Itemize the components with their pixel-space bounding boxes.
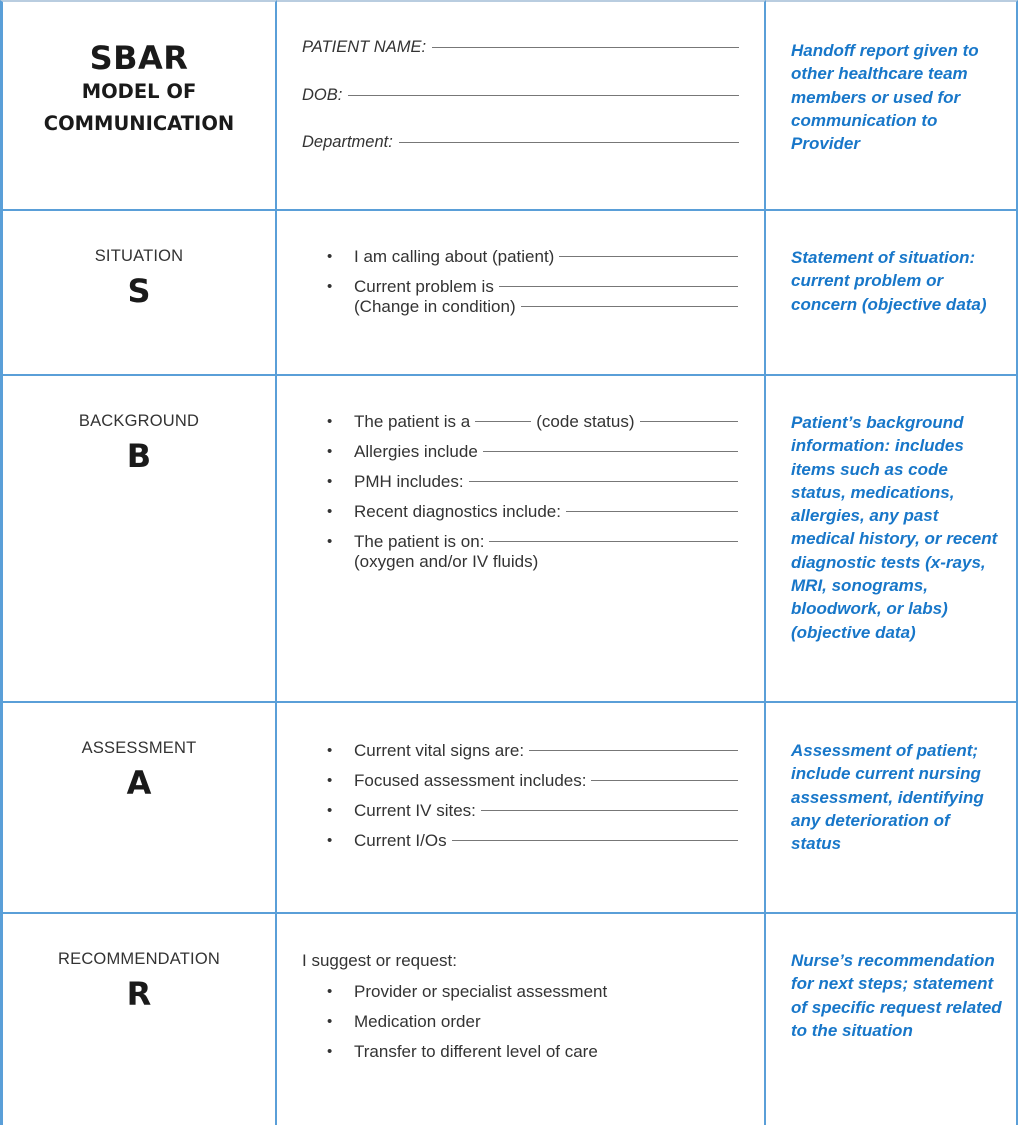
- fill-blank[interactable]: [591, 780, 738, 781]
- fill-blank[interactable]: [559, 256, 738, 257]
- item-text: • Current vital signs are:: [354, 741, 525, 760]
- assessment-content-cell: [277, 703, 766, 914]
- situation-content-cell: [277, 211, 766, 376]
- list-item: [327, 766, 738, 796]
- assessment-label-cell: [0, 703, 277, 914]
- recommendation-description: Nurse’s recommendation for next steps; statement of specific request related to the situation: [791, 951, 1002, 1040]
- item-text: • The patient is a: [354, 412, 471, 431]
- item-text: • I am calling about (patient): [354, 247, 555, 266]
- item-text: • Recent diagnostics include:: [354, 502, 561, 521]
- fill-blank[interactable]: [483, 451, 738, 452]
- list-item: [327, 467, 738, 497]
- assessment-label: ASSESSMENT: [81, 739, 197, 757]
- item-text: • PMH includes:: [354, 472, 464, 491]
- form-subtitle-line1: MODEL OF: [81, 80, 197, 103]
- item-text: Provider or specialist assessment: [354, 982, 608, 1001]
- list-item: [327, 826, 738, 856]
- situation-description: Statement of situation: current problem or concern (objective data): [791, 248, 987, 314]
- item-text: • Current IV sites:: [354, 801, 476, 820]
- background-list: [327, 407, 738, 573]
- assessment-description-cell: [766, 703, 1018, 914]
- list-item: [327, 497, 738, 527]
- item-text: • Allergies include: [354, 442, 478, 461]
- item-text: Medication order: [354, 1012, 481, 1031]
- fill-blank[interactable]: [489, 541, 738, 542]
- department-blank[interactable]: [399, 142, 739, 143]
- background-description-cell: [766, 376, 1018, 703]
- department-field[interactable]: [302, 133, 739, 152]
- assessment-letter: A: [126, 764, 152, 802]
- recommendation-description-cell: [766, 914, 1018, 1125]
- fill-blank[interactable]: [481, 810, 738, 811]
- list-item: [327, 272, 738, 318]
- department-label: Department:: [302, 133, 393, 151]
- fill-blank[interactable]: [452, 840, 738, 841]
- situation-letter: S: [127, 272, 151, 310]
- item-text: • Focused assessment includes:: [354, 771, 587, 790]
- list-item: [327, 977, 738, 1007]
- fill-blank[interactable]: [640, 421, 738, 422]
- recommendation-intro: I suggest or request:: [302, 951, 457, 970]
- assessment-description: Assessment of patient; include current nursing assessment, identifying any deterioration of status: [791, 741, 984, 854]
- list-item: [327, 242, 738, 272]
- patient-name-blank[interactable]: [432, 47, 739, 48]
- list-item: [327, 527, 738, 573]
- item-text: • Current I/Os: [354, 831, 447, 850]
- situation-label: SITUATION: [94, 247, 184, 265]
- background-content-cell: [277, 376, 766, 703]
- assessment-list: [327, 736, 738, 856]
- background-label: BACKGROUND: [78, 412, 200, 430]
- dob-label: DOB:: [302, 86, 343, 104]
- item-text: (code status): [536, 412, 635, 431]
- fill-blank[interactable]: [469, 481, 738, 482]
- background-letter: B: [126, 437, 152, 475]
- title-cell: [0, 0, 277, 211]
- recommendation-list: [327, 977, 738, 1067]
- item-text: Transfer to different level of care: [354, 1042, 598, 1061]
- list-item: [327, 1037, 738, 1067]
- patient-info-cell: [277, 0, 766, 211]
- fill-blank[interactable]: [521, 306, 738, 307]
- header-description: Handoff report given to other healthcare team members or used for communication to Provider: [791, 41, 979, 154]
- form-subtitle-line2: COMMUNICATION: [43, 112, 235, 135]
- fill-blank[interactable]: [529, 750, 738, 751]
- list-item: [327, 407, 738, 437]
- fill-blank[interactable]: [499, 286, 738, 287]
- fill-blank[interactable]: [566, 511, 738, 512]
- code-status-blank[interactable]: [475, 421, 531, 422]
- situation-list: [327, 242, 738, 318]
- item-text: • The patient is on:: [354, 532, 485, 551]
- background-label-cell: [0, 376, 277, 703]
- dob-field[interactable]: [302, 86, 739, 105]
- recommendation-content-cell: [277, 914, 766, 1125]
- item-text: • Current problem is: [354, 277, 494, 296]
- recommendation-letter: R: [126, 975, 152, 1013]
- dob-blank[interactable]: [348, 95, 739, 96]
- background-description: Patient’s background information: includes items such as code status, medications, allergies, any past medical history, or recent diagnostic tests (x-rays, MRI, sonograms, bloodwork, or labs) (objective data): [791, 413, 998, 642]
- item-continuation: (Change in condition): [354, 297, 516, 316]
- patient-name-field[interactable]: [302, 38, 739, 57]
- situation-description-cell: [766, 211, 1018, 376]
- list-item: [327, 796, 738, 826]
- recommendation-label: RECOMMENDATION: [58, 950, 220, 968]
- recommendation-label-cell: [0, 914, 277, 1125]
- form-title: SBAR: [89, 39, 189, 77]
- situation-label-cell: [0, 211, 277, 376]
- header-description-cell: [766, 0, 1018, 211]
- list-item: [327, 1007, 738, 1037]
- list-item: [327, 437, 738, 467]
- list-item: [327, 736, 738, 766]
- item-continuation: (oxygen and/or IV fluids): [354, 552, 539, 571]
- patient-name-label: PATIENT NAME:: [302, 38, 427, 56]
